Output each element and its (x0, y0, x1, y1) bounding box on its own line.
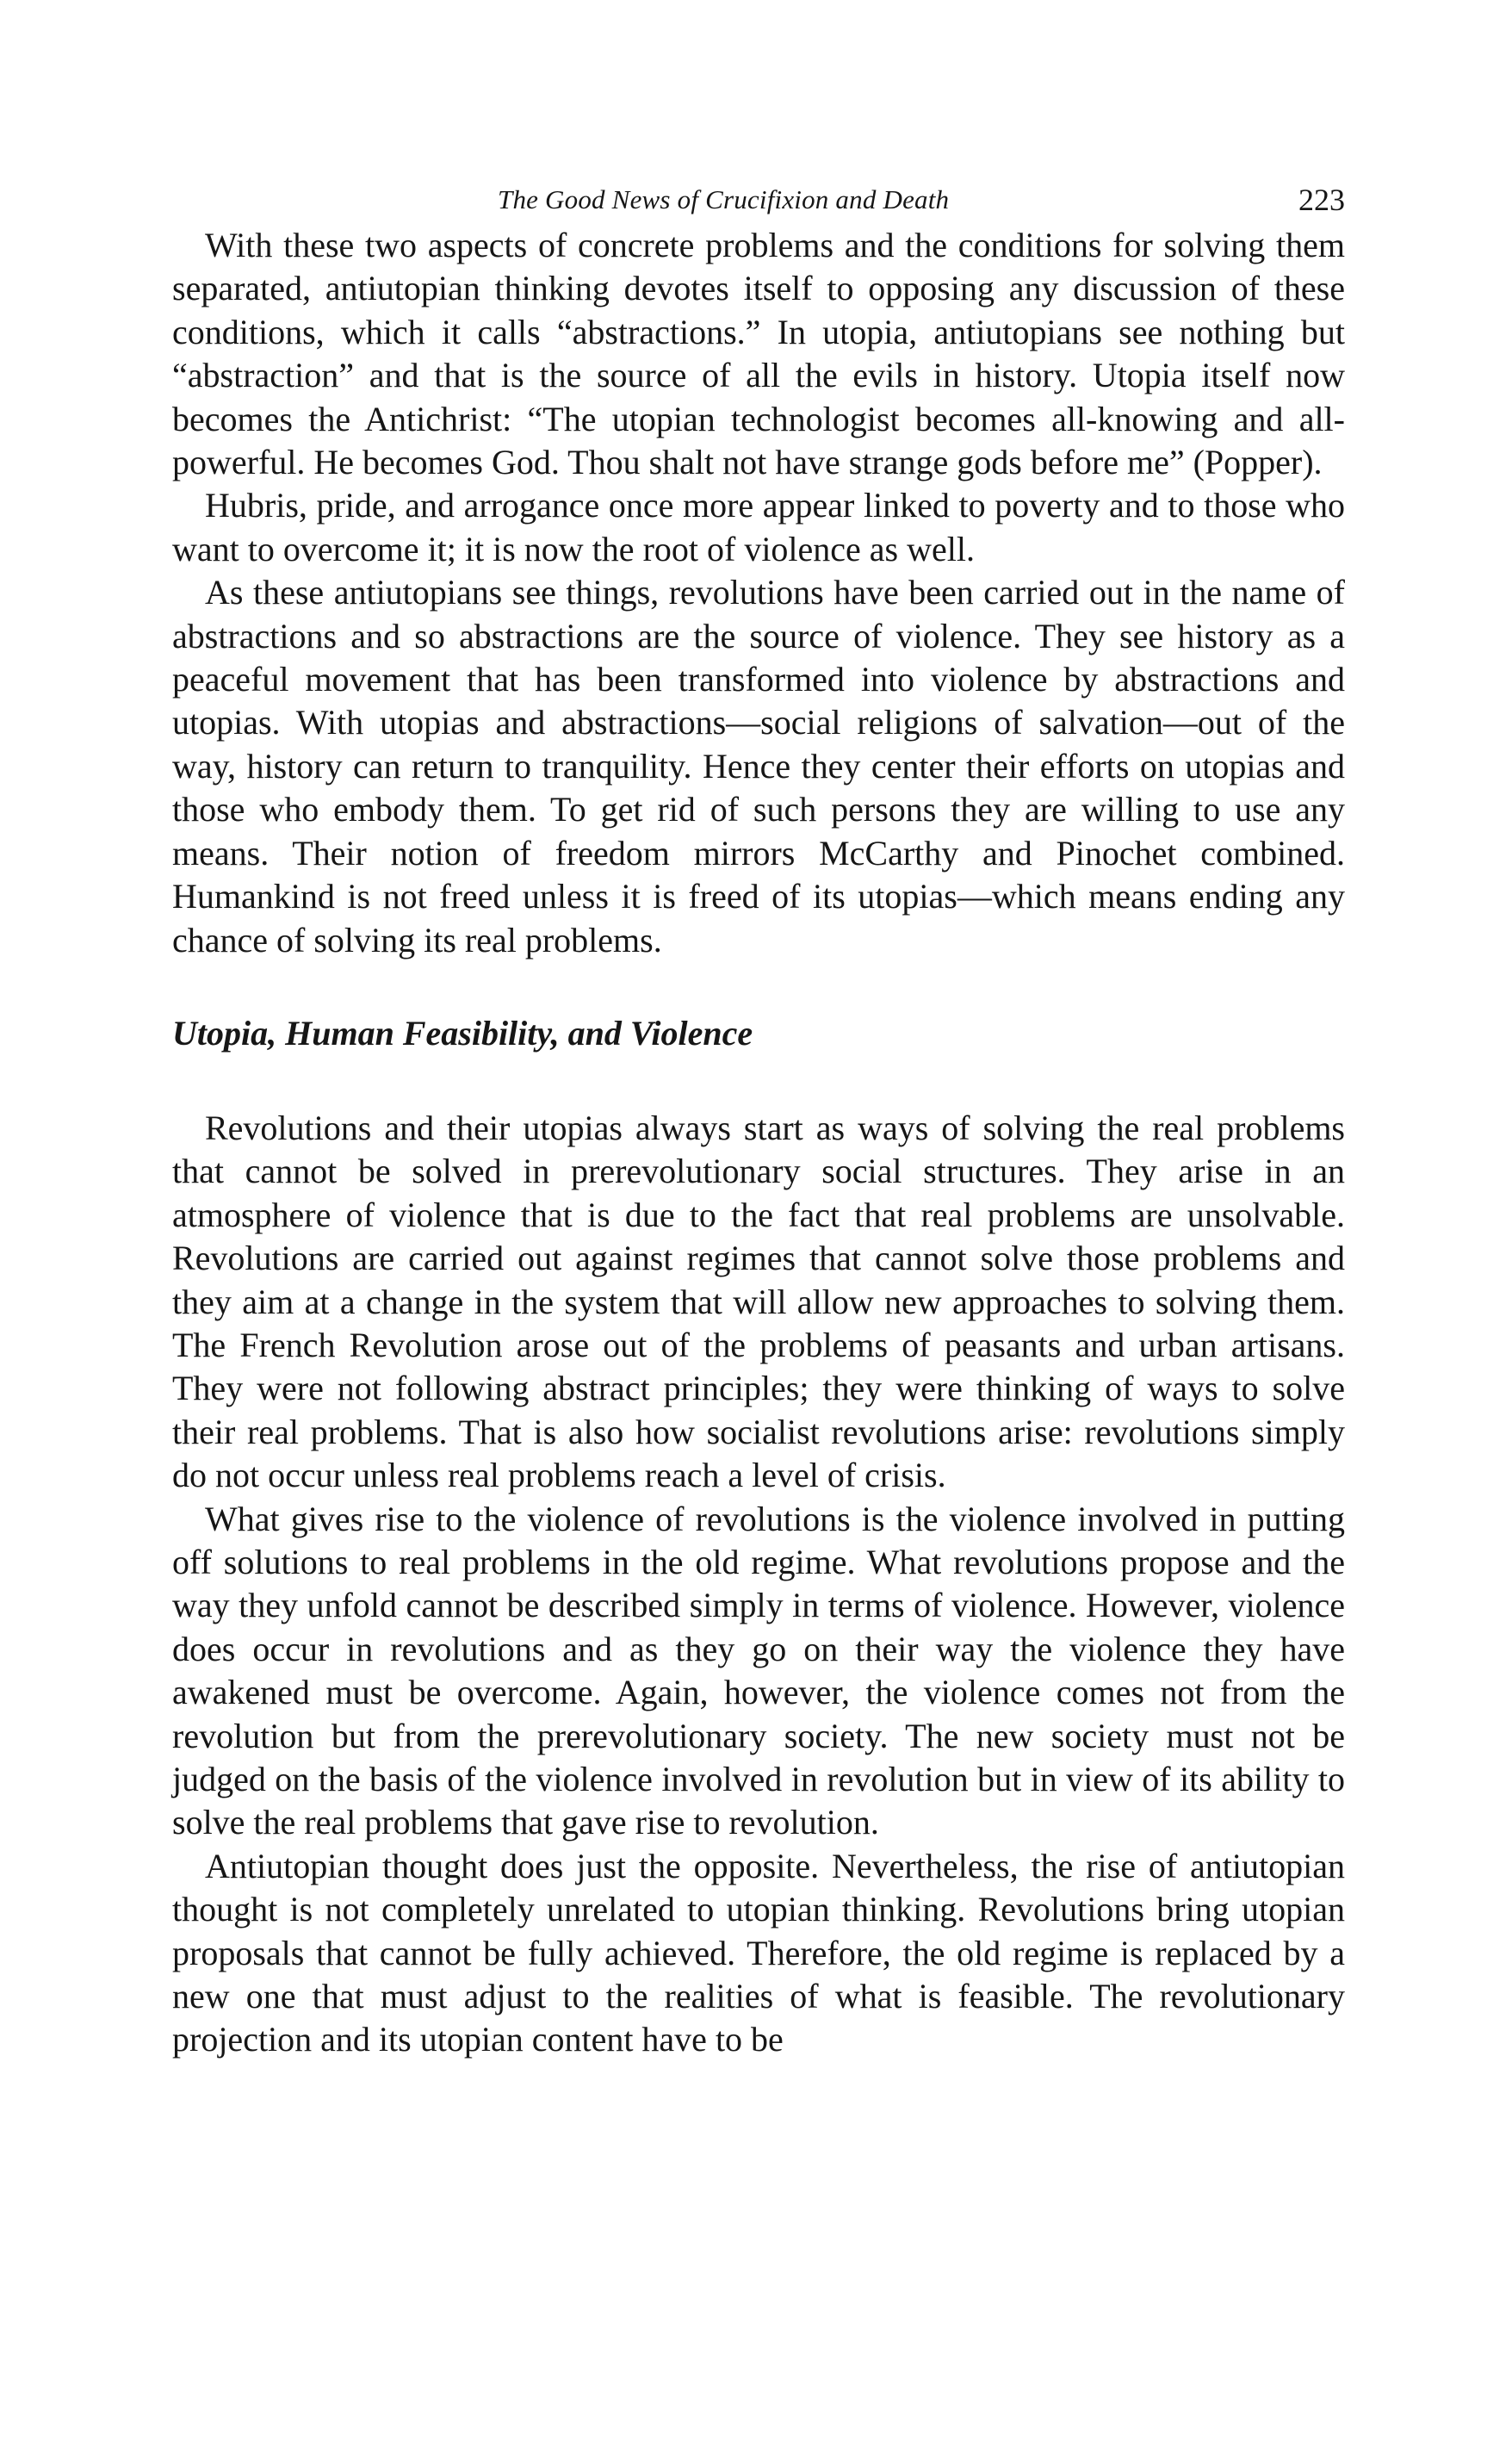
running-head (172, 172, 1345, 224)
paragraph: Hubris, pride, and arrogance once more appear linked to poverty and to those who want to overcome it; it is now the root of violence as well. (172, 486, 1345, 568)
paragraph: With these two aspects of concrete problems and the conditions for solving them separated, antiutopian thinking devotes itself to opposing any discussion of these conditions, which it calls “abstractions.” In utopia, antiutopians see nothing but “abstraction” and that is the source of all the evils in history. Utopia itself now becomes the Antichrist: “The utopian technologist becomes all-knowing and all-powerful. He becomes God. Thou shalt not have strange gods before me” (Popper). (172, 226, 1345, 482)
paragraph: Antiutopian thought does just the opposite. Nevertheless, the rise of antiutopian thought is not completely unrelated to utopian thinking. Revolutions bring utopian proposals that cannot be fully achieved. Therefore, the old regime is replaced by a new one that must adjust to the realities of what is feasible. The revolutionary projection and its utopian content have to be (172, 1846, 1345, 2059)
page-number: 223 (1298, 183, 1345, 217)
running-title: The Good News of Crucifixion and Death (498, 184, 950, 214)
paragraph: What gives rise to the violence of revolutions is the violence involved in putting off solutions to real problems in the old regime. What revolutions propose and the way they unfold cannot be described simply in terms of violence. However, violence does occur in revolutions and as they go on their way the violence they have awakened must be overcome. Again, however, the violence comes not from the revolution but from the prerevolutionary society. The new society must not be judged on the basis of the violence involved in revolution but in view of its ability to solve the real problems that gave rise to revolution. (172, 1499, 1345, 1842)
paragraph: Revolutions and their utopias always start as ways of solving the real problems that cannot be solved in prerevolutionary social structures. They arise in an atmosphere of violence that is due to the fact that real problems are unsolvable. Revolutions are carried out against regimes that cannot solve those problems and they aim at a change in the system that will allow new approaches to solving them. The French Revolution arose out of the problems of peasants and urban artisans. They were not following abstract principles; they were thinking of ways to solve their real problems. That is also how socialist revolutions arise: revolutions simply do not occur unless real problems reach a level of crisis. (172, 1108, 1345, 1495)
section-heading: Utopia, Human Feasibility, and Violence (172, 1013, 753, 1053)
body-text (172, 224, 1345, 2062)
paragraph: As these antiutopians see things, revolutions have been carried out in the name of abstractions and so abstractions are the source of violence. They see history as a peaceful movement that has been transformed into violence by abstractions and utopias. With utopias and abstractions—social religions of salvation—out of the way, history can return to tranquility. Hence they center their efforts on utopias and those who embody them. To get rid of such persons they are willing to use any means. Their notion of freedom mirrors McCarthy and Pinochet combined. Humankind is not freed unless it is freed of its utopias—which means ending any chance of solving its real problems. (172, 573, 1345, 960)
book-page (172, 172, 1345, 2062)
